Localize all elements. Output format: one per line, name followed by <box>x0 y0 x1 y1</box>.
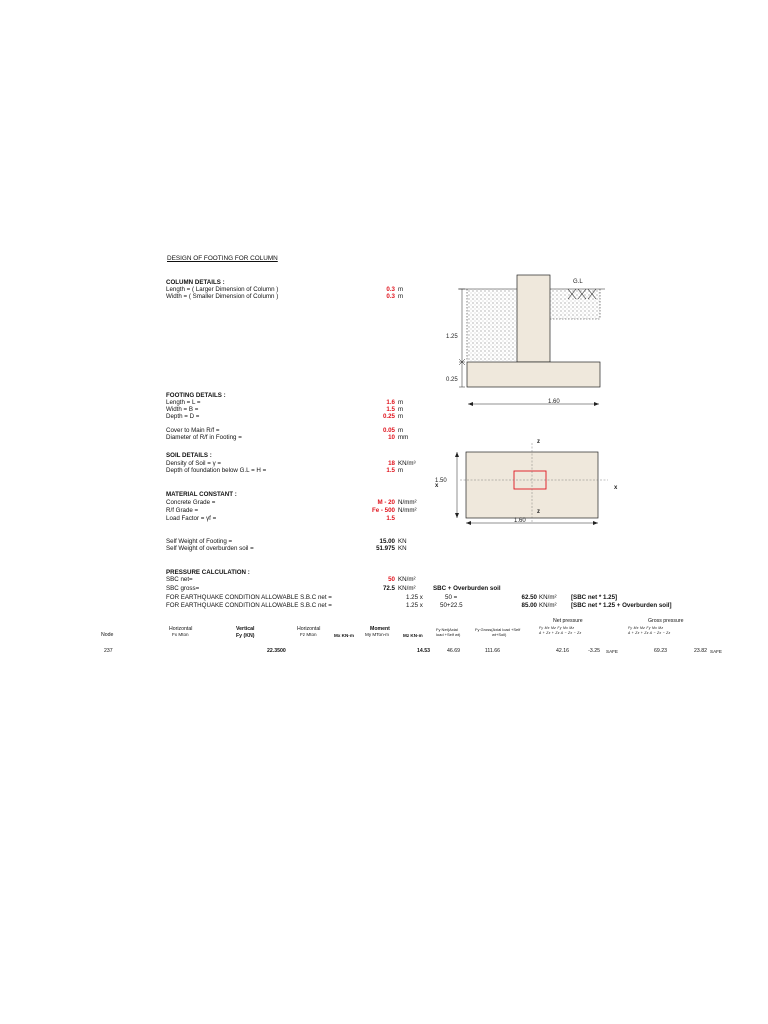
row-gross-min: 23.82 <box>694 648 707 654</box>
soil-details-heading: SOIL DETAILS : <box>166 452 212 459</box>
footing-depth-label: Depth = D = <box>166 413 200 420</box>
soil-density-label: Density of Soil = γ = <box>166 460 222 467</box>
plan-width-label: 1.50 <box>435 478 447 484</box>
overburden-weight-unit: KN <box>398 545 407 552</box>
header-fy: Fy (KN) <box>236 633 255 639</box>
rf-grade-label: R/f Grade = <box>166 507 199 514</box>
cover-value: 0.05 <box>382 427 395 434</box>
dim-0-25-label: 0.25 <box>446 377 458 383</box>
material-heading: MATERIAL CONSTANT : <box>166 491 237 498</box>
sbc-gross-label: SBC gross= <box>166 585 200 592</box>
header-horizontal-2: Horizontal <box>297 626 321 632</box>
dim-1-60-elevation-label: 1.60 <box>548 399 560 405</box>
eq-gross-value: 85.00 <box>521 602 537 609</box>
sbc-net-label: SBC net= <box>166 576 193 583</box>
backfill-soil-left <box>467 289 517 361</box>
footing-base <box>467 362 600 387</box>
foundation-depth-label: Depth of foundation below G.L = H = <box>166 467 267 474</box>
row-net-max: 42.16 <box>556 648 569 654</box>
row-gross-status: SAFE <box>710 649 722 654</box>
eq-net-note: [SBC net * 1.25] <box>571 594 618 601</box>
column-width-unit: m <box>398 293 404 300</box>
overburden-weight-value: 51.975 <box>376 545 395 552</box>
footing-width-value: 1.5 <box>386 406 395 413</box>
cover-unit: m <box>398 427 404 434</box>
foundation-depth-value: 1.5 <box>386 467 395 474</box>
column-length-label: Length = ( Larger Dimension of Column ) <box>166 286 279 293</box>
pressure-heading: PRESSURE CALCULATION : <box>166 569 250 576</box>
plan-length-label: 1.60 <box>514 518 526 524</box>
gross-pressure-formula-bottom: A + Zx + Zz A − Zx − Zz <box>628 631 671 635</box>
row-node: 237 <box>104 648 113 654</box>
bar-diameter-unit: mm <box>398 434 409 441</box>
concrete-grade-unit: N/mm² <box>398 499 417 506</box>
load-factor-value: 1.5 <box>386 515 395 522</box>
row-gross-max: 69.23 <box>654 648 667 654</box>
z-axis-label-top: z <box>537 439 540 445</box>
row-fy-net: 46.69 <box>447 648 460 654</box>
header-horizontal-1: Horizontal <box>169 626 193 632</box>
sbc-gross-unit: KN/m² <box>398 585 416 592</box>
overburden-weight-label: Self Weight of overburden soil = <box>166 545 254 552</box>
sbc-gross-value: 72.5 <box>382 585 395 592</box>
eq-net-label: FOR EARTHQUAKE CONDITION ALLOWABLE S.B.C net = <box>166 594 332 601</box>
row-fy: 22.3500 <box>267 648 286 654</box>
gl-label: G.L <box>573 279 583 285</box>
cover-label: Cover to Main R/f = <box>166 427 220 434</box>
gross-pressure-label: Gross pressure <box>648 618 684 624</box>
soil-density-unit: KN/m³ <box>398 460 416 467</box>
footing-width-label: Width = B = <box>166 406 199 413</box>
z-axis-label-bottom: z <box>537 509 540 515</box>
header-vertical: Vertical <box>236 626 255 632</box>
eq-gross-expression: 50+22.5 <box>440 602 463 609</box>
concrete-grade-label: Concrete Grade = <box>166 499 216 506</box>
footing-plan-drawing <box>430 435 625 527</box>
eq-gross-label: FOR EARTHQUAKE CONDITION ALLOWABLE S.B.C net = <box>166 602 332 609</box>
footing-length-unit: m <box>398 399 404 406</box>
eq-gross-unit: KN/m² <box>539 602 557 609</box>
bar-diameter-label: Diameter of R/f in Footing = <box>166 434 242 441</box>
net-pressure-formula-bottom: A + Zx + Zz A − Zx − Zz <box>539 631 582 635</box>
footing-self-weight-unit: KN <box>398 538 407 545</box>
footing-depth-unit: m <box>398 413 404 420</box>
row-net-min: -3.25 <box>588 648 600 654</box>
header-fy-gross-line1: Fy Gross(Axial load +Self <box>475 627 521 632</box>
soil-density-value: 18 <box>388 460 395 467</box>
sbc-gross-note: SBC + Overburden soil <box>433 585 501 592</box>
eq-net-value: 62.50 <box>521 594 537 601</box>
column-length-unit: m <box>398 286 404 293</box>
header-mx: Mx KN-m <box>334 633 354 638</box>
footing-depth-value: 0.25 <box>382 413 395 420</box>
row-mz: 14.53 <box>417 648 430 654</box>
row-fy-gross: 111.66 <box>484 648 500 654</box>
row-net-status: SAFE <box>606 649 618 654</box>
header-fy-net-line2: load +Self wt) <box>436 632 461 637</box>
foundation-depth-unit: m <box>398 467 404 474</box>
footing-self-weight-value: 15.00 <box>379 538 395 545</box>
gross-pressure-formula-top: Fy Mx Mz Fy Mx Mz <box>628 626 664 630</box>
header-fx: Fx Mton <box>172 632 189 637</box>
footing-length-value: 1.6 <box>386 399 395 406</box>
column-length-value: 0.3 <box>386 286 395 293</box>
footing-self-weight-label: Self Weight of Footing = <box>166 538 233 545</box>
footing-width-unit: m <box>398 406 404 413</box>
eq-gross-factor: 1.25 x <box>406 602 423 609</box>
header-node: Node <box>101 632 114 638</box>
header-my: My MTon-m <box>365 632 389 637</box>
column-width-value: 0.3 <box>386 293 395 300</box>
sbc-net-unit: KN/m² <box>398 576 416 583</box>
load-factor-label: Load Factor = γf = <box>166 515 217 522</box>
column-width-label: Width = ( Smaller Dimension of Column ) <box>166 293 279 300</box>
footing-elevation-drawing <box>440 270 620 410</box>
header-fy-gross-line2: wt+Soil) <box>492 632 507 637</box>
footing-details-heading: FOOTING DETAILS : <box>166 392 226 399</box>
net-pressure-label: Net pressure <box>553 618 583 624</box>
column-details-heading: COLUMN DETAILS : <box>166 279 225 286</box>
page-title: DESIGN OF FOOTING FOR COLUMN <box>167 255 278 262</box>
header-mz: Mz KN-m <box>403 633 423 638</box>
eq-net-factor: 1.25 x <box>406 594 423 601</box>
header-moment: Moment <box>370 626 390 632</box>
rf-grade-unit: N/mm² <box>398 507 417 514</box>
footing-length-label: Length = L = <box>166 399 201 406</box>
header-fz: Fz Mton <box>300 632 317 637</box>
net-pressure-formula-top: Fy Mx Mz Fy Mx Mz <box>539 626 575 630</box>
header-fy-net-line1: Fy Net(Axial <box>436 627 458 632</box>
sbc-net-value: 50 <box>388 576 395 583</box>
concrete-grade-value: M - 20 <box>377 499 395 506</box>
eq-gross-note: [SBC net * 1.25 + Overburden soil] <box>571 602 672 609</box>
column-section <box>517 275 550 362</box>
rf-grade-value: Fe - 500 <box>371 507 395 514</box>
bar-diameter-value: 10 <box>388 434 395 441</box>
x-axis-label-left: x <box>435 483 439 489</box>
eq-net-unit: KN/m² <box>539 594 557 601</box>
x-axis-label-right: x <box>614 485 618 491</box>
eq-net-expression: 50 = <box>445 594 458 601</box>
dim-1-25-label: 1.25 <box>446 334 458 340</box>
